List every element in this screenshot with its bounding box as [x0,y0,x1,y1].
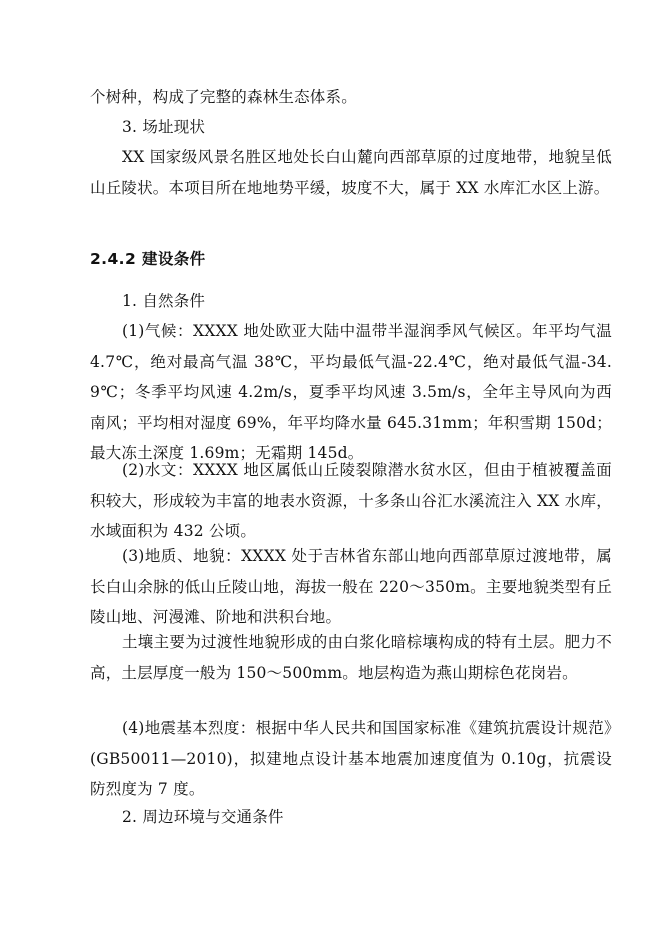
paragraph-geology: (3)地质、地貌：XXXX 处于吉林省东部山地向西部草原过渡地带，属长白山余脉的低山丘陵山地，海拔一般在 220～350m。主要地貌类型有丘陵山地、河漫滩、阶地和洪积台地。 [90,547,612,626]
paragraph-seismic: (4)地震基本烈度：根据中华人民共和国国家标准《建筑抗震设计规范》(GB50011—2010)，拟建地点设计基本地震加速度值为 0.10g，抗震设防烈度为 7 度。 [90,719,612,798]
paragraph-natural-conditions-title: 1. 自然条件 [122,292,206,310]
paragraph-climate: (1)气候：XXXX 地处欧亚大陆中温带半湿润季风气候区。年平均气温 4.7℃，绝对最高气温 38℃，平均最低气温-22.4℃，绝对最低气温-34.9℃；冬季平均风速 4.2m/s，夏季平均风速 3.5m/s，全年主导风向为西南风；平均相对湿度 69%，年平均降水量 645.31mm；年积雪期 150d；最大冻土深度 1.69m；无霜期 145d。 [90,322,612,462]
paragraph-hydrology: (2)水文：XXXX 地区属低山丘陵裂隙潜水贫水区，但由于植被覆盖面积较大，形成较为丰富的地表水资源，十多条山谷汇水溪流注入 XX 水库，水域面积为 432 公顷。 [90,461,612,540]
paragraph-site-status-title: 3. 场址现状 [122,118,206,136]
paragraph-site-status: XX 国家级风景名胜区地处长白山麓向西部草原的过度地带，地貌呈低山丘陵状。本项目所在地地势平缓，坡度不大，属于 XX 水库汇水区上游。 [90,148,612,197]
paragraph-soil: 土壤主要为过渡性地貌形成的由白浆化暗棕壤构成的特有土层。肥力不高，土层厚度一般为 150～500mm。地层构造为燕山期棕色花岗岩。 [90,633,612,682]
section-heading-construction-conditions: 2.4.2 建设条件 [90,250,206,268]
paragraph-forest-ecosystem: 个树种，构成了完整的森林生态体系。 [90,88,357,106]
paragraph-surroundings-title: 2. 周边环境与交通条件 [122,808,284,826]
